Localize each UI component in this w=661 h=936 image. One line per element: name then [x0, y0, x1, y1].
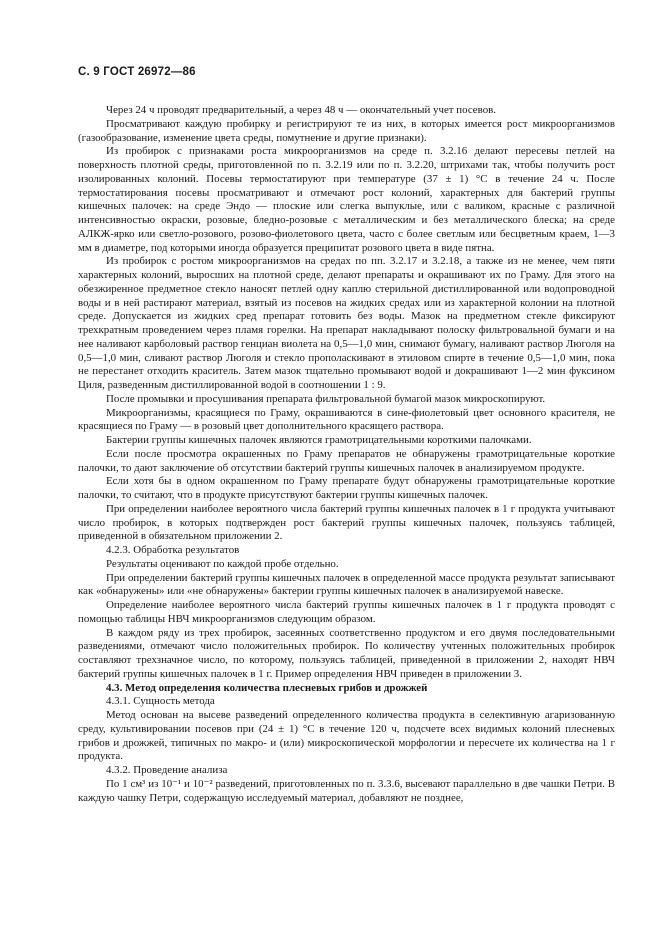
- paragraph: По 1 см³ из 10⁻¹ и 10⁻² разведений, приготовленных по п. 3.3.6, высевают параллельно в две чашки Петри. В каждую чашку Петри, содержащую исследуемый материал, добавляют не позднее,: [78, 777, 615, 804]
- page-header: С. 9 ГОСТ 26972—86: [78, 66, 196, 78]
- section-heading: 4.3.1. Сущность метода: [106, 695, 215, 708]
- paragraph: Бактерии группы кишечных палочек являются грамотрицательными короткими палочками.: [106, 434, 532, 446]
- paragraph: Если хотя бы в одном окрашенном по Граму препарате будут обнаружены грамотрицательные короткие палочки, то считают, что в продукте присутствуют бактерии группы кишечных палочек.: [78, 475, 615, 501]
- paragraph: В каждом ряду из трех пробирок, засеянных соответственно продуктом и его двумя последовательными разведениями, отмечают число положительных пробирок. По количеству учтенных положительных пробирок составляют трехзначное число, по которому, пользуясь таблицей, приведенной в приложении 2, находят НВЧ бактерий группы кишечных палочек в 1 г. Пример определения НВЧ приведен в приложении 3.: [78, 626, 615, 680]
- paragraph: При определении наиболее вероятного числа бактерий группы кишечных палочек в 1 г продукта учитывают число пробирок, в которых подтвержден рост бактерий группы кишечных палочек, пользуясь таблицей, приведенной в обязательном приложении 2.: [78, 502, 615, 543]
- paragraph: Из пробирок с признаками роста микроорганизмов на среде п. 3.2.16 делают пересевы петлей на поверхность плотной среды, приготовленной по п. 3.2.19 или по п. 3.2.20, штрихами так, чтобы получить рост изолированных колоний. Посевы термостатируют при температуре (37 ± 1) °С в течение 24 ч. После термостатирования посевы просматривают и отмечают рост колоний, характерных для бактерий группы кишечных палочек: на среде Эндо — плоские или слегка выпуклые, или с валиком, красные с различной интенсивностью окраски, розовые, бледно-розовые с металлическим и без металлического блеска; на среде АЛКЖ-ярко или светло-розового, розово-фиолетового цвета, часто с более светлым или бесцветным краем, 1—3 мм в диаметре, под которыми иногда образуется преципитат розового цвета в виде пятна.: [78, 145, 615, 254]
- document-body: [78, 104, 615, 805]
- paragraph: Микроорганизмы, красящиеся по Граму, окрашиваются в сине-фиолетовый цвет основного красителя, не красящиеся по Граму — в розовый цвет дополнительного красящего раствора.: [78, 406, 615, 433]
- paragraph: Просматривают каждую пробирку и регистрируют те из них, в которых имеется рост микроорганизмов (газообразование, изменение цвета среды, помутнение и другие признаки).: [78, 117, 615, 144]
- paragraph: Результаты оценивают по каждой пробе отдельно.: [106, 557, 339, 570]
- paragraph: Метод основан на высеве разведений определенного количества продукта в селективную агаризованную среду, культивировании посевов при (24 ± 1) °С в течение 120 ч, подсчете всех видимых колоний плесневых грибов и дрожжей, типичных по макро- и (или) микроскопической морфологии и пересчете их количества на 1 г продукта.: [78, 709, 615, 763]
- paragraph: Если после просмотра окрашенных по Граму препаратов не обнаружены грамотрицательные короткие палочки, то дают заключение об отсутствии бактерий группы кишечных палочек в анализируемом продукте.: [78, 447, 615, 474]
- paragraph: Через 24 ч проводят предварительный, а через 48 ч — окончательный учет посевов.: [106, 104, 497, 116]
- section-heading-bold: 4.3. Метод определения количества плесневых грибов и дрожжей: [106, 681, 428, 694]
- section-heading: 4.2.3. Обработка результатов: [106, 544, 240, 556]
- paragraph: Из пробирок с ростом микроорганизмов на средах по пп. 3.2.17 и 3.2.18, а также из не менее, чем пяти характерных колоний, выросших на плотной среде, делают препараты и окрашивают их по Граму. Для этого на обезжиренное предметное стекло наносят петлей одну каплю стерильной дистиллированной или водопроводной воды и в ней растирают материал, взятый из посевов на жидких средах или из характерной колонии на плотной среде. Допускается из жидких сред препарат готовить без воды. Мазок на предметном стекле фиксируют трехкратным проведением через пламя горелки. На препарат накладывают полоску фильтровальной бумаги и на нее наливают карболовый раствор генциан виолета на 0,5—1,0 мин, снимают бумагу, наливают раствор Люголя на 0,5—1,0 мин, сливают раствор Люголя и стекло прополаскивают в этиловом спирте в течение 0,5—1,0 мин, пока не перестанет отходить краситель. Затем мазок тщательно промывают водой и докрашивают 1—2 мин фуксином Циля, разведенным дистиллированной водой в соотношении 1 : 9.: [78, 255, 615, 391]
- section-heading: 4.3.2. Проведение анализа: [106, 764, 228, 776]
- paragraph: После промывки и просушивания препарата фильтровальной бумагой мазок микроскопируют.: [106, 392, 546, 405]
- paragraph: Определение наиболее вероятного числа бактерий группы кишечных палочек в 1 г продукта проводят с помощью таблицы НВЧ микроорганизмов следующим образом.: [78, 599, 615, 625]
- paragraph: При определении бактерий группы кишечных палочек в определенной массе продукта результат записывают как «обнаружены» или «не обнаружены» бактерии группы кишечных палочек в анализируемой навеске.: [78, 571, 615, 598]
